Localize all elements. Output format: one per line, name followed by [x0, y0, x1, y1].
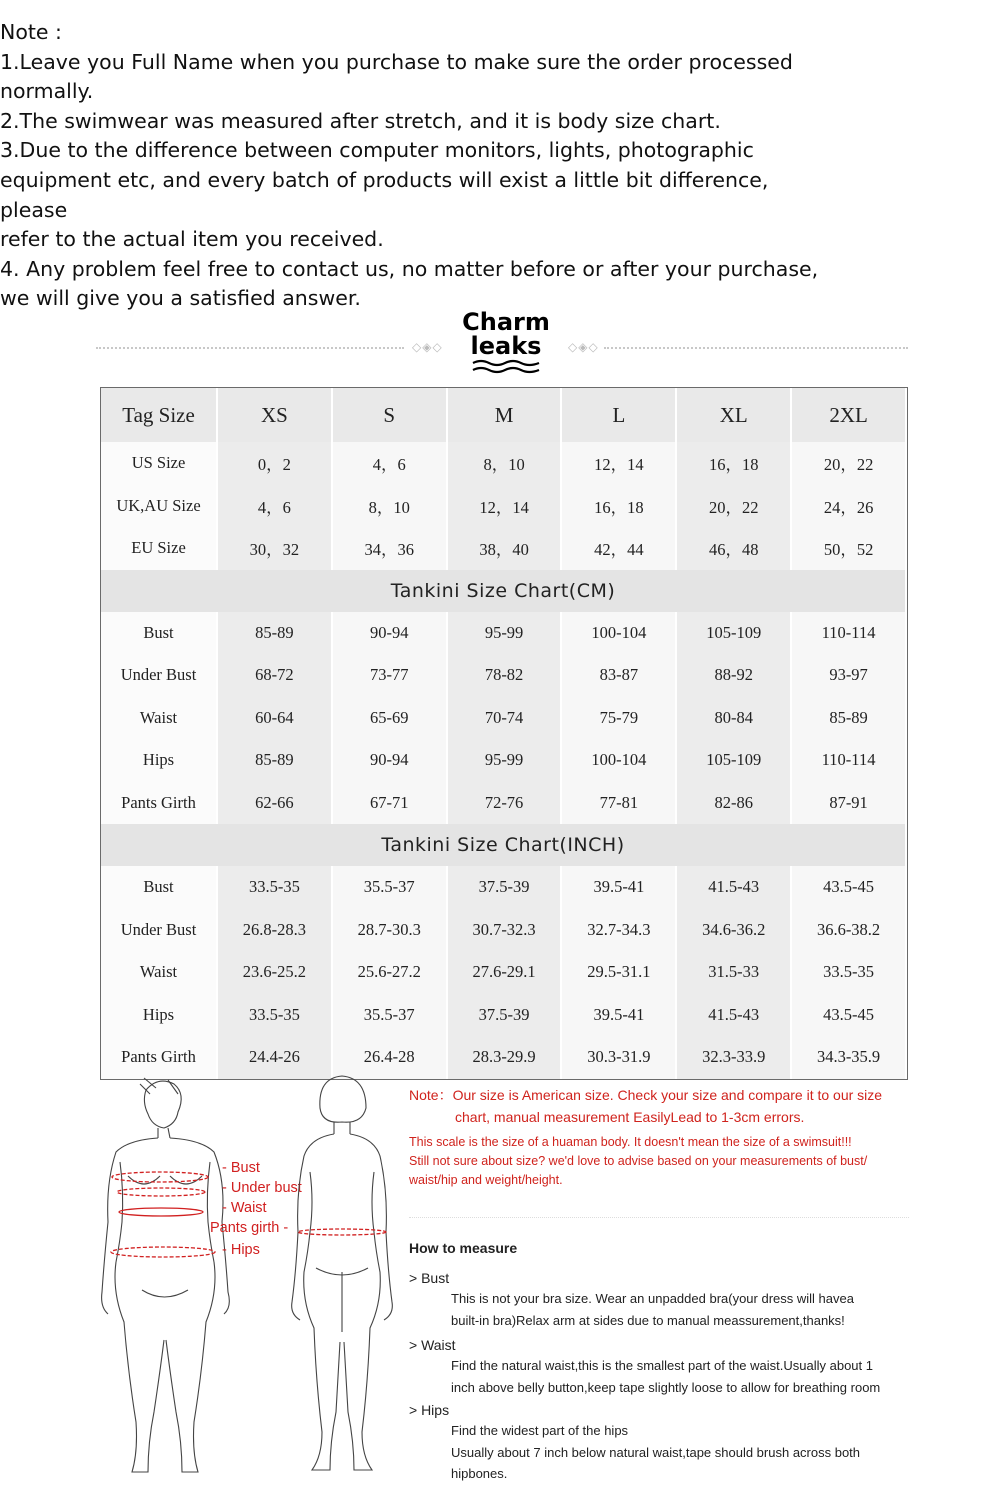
table-cell: 43.5-45: [791, 866, 906, 909]
table-cell: 41.5-43: [676, 994, 791, 1037]
table-cell: 93-97: [791, 654, 906, 697]
logo-text-line2: leaks: [470, 332, 542, 360]
table-cell: 35.5-37: [332, 866, 447, 909]
table-cell: S: [332, 388, 447, 442]
table-cell: 30，32: [217, 527, 332, 570]
table-cell: 73-77: [332, 654, 447, 697]
scale-note-line: waist/hip and weight/height.: [409, 1173, 563, 1187]
table-cell: 30.7-32.3: [447, 909, 562, 952]
how-to-measure: [409, 1238, 929, 1485]
table-row: [101, 654, 906, 697]
table-row: [101, 951, 906, 994]
waist-label: - Waist: [222, 1200, 267, 1216]
advice-block: [409, 1084, 929, 1190]
bust-desc: built-in bra)Relax arm at sides due to manual meassurement,thanks!: [451, 1312, 845, 1328]
note-line: Note :: [0, 20, 62, 44]
table-cell: 62-66: [217, 782, 332, 825]
table-cell: 80-84: [676, 697, 791, 740]
brand-header: [96, 305, 908, 385]
section-header-row: [101, 824, 906, 866]
table-cell: 82-86: [676, 782, 791, 825]
table-cell: 77-81: [561, 782, 676, 825]
logo-text-line1: Charm: [462, 308, 550, 336]
row-label-cell: Pants Girth: [101, 1036, 217, 1079]
table-row: [101, 909, 906, 952]
note-line: 2.The swimwear was measured after stretch, and it is body size chart.: [0, 108, 721, 133]
table-cell: 78-82: [447, 654, 562, 697]
table-cell: 33.5-35: [217, 994, 332, 1037]
table-cell: 32.7-34.3: [561, 909, 676, 952]
row-label-cell: US Size: [101, 442, 217, 485]
table-cell: 29.5-31.1: [561, 951, 676, 994]
table-cell: 85-89: [217, 739, 332, 782]
size-chart-table: [101, 388, 907, 1079]
row-label-cell: Pants Girth: [101, 782, 217, 825]
table-row: [101, 782, 906, 825]
scale-note-line: This scale is the size of a huaman body. It doesn't mean the size of a swimsuit!!!: [409, 1135, 852, 1149]
table-cell: 87-91: [791, 782, 906, 825]
table-cell: 12，14: [447, 485, 562, 528]
front-body-figure: [98, 1072, 248, 1484]
table-cell: 30.3-31.9: [561, 1036, 676, 1079]
table-cell: XL: [676, 388, 791, 442]
table-cell: 28.7-30.3: [332, 909, 447, 952]
table-cell: 83-87: [561, 654, 676, 697]
hips-desc: Find the widest part of the hips: [451, 1423, 629, 1438]
table-row: [101, 697, 906, 740]
table-cell: L: [561, 388, 676, 442]
table-row: [101, 485, 906, 528]
table-cell: 37.5-39: [447, 866, 562, 909]
table-row: [101, 612, 906, 655]
table-cell: 36.6-38.2: [791, 909, 906, 952]
table-cell: 85-89: [791, 697, 906, 740]
table-cell: 33.5-35: [217, 866, 332, 909]
hips-desc: hipbones.: [451, 1466, 508, 1481]
note-line: 1.Leave you Full Name when you purchase to make sure the order processed: [0, 49, 793, 74]
table-cell: 95-99: [447, 612, 562, 655]
table-cell: 67-71: [332, 782, 447, 825]
front-body-icon: [98, 1072, 248, 1484]
table-cell: 68-72: [217, 654, 332, 697]
table-cell: 24，26: [791, 485, 906, 528]
table-cell: 50，52: [791, 527, 906, 570]
table-cell: 38，40: [447, 527, 562, 570]
row-label-cell: Under Bust: [101, 654, 217, 697]
table-cell: 39.5-41: [561, 994, 676, 1037]
table-cell: 34，36: [332, 527, 447, 570]
table-cell: 8，10: [447, 442, 562, 485]
table-cell: 34.6-36.2: [676, 909, 791, 952]
table-cell: 41.5-43: [676, 866, 791, 909]
table-cell: 31.5-33: [676, 951, 791, 994]
table-cell: 25.6-27.2: [332, 951, 447, 994]
hips-label: - Hips: [222, 1242, 260, 1258]
table-row: [101, 739, 906, 782]
table-cell: 110-114: [791, 739, 906, 782]
table-cell: 60-64: [217, 697, 332, 740]
bust-desc: This is not your bra size. Wear an unpadded bra(your dress will havea: [451, 1291, 854, 1306]
row-label-cell: Under Bust: [101, 909, 217, 952]
table-cell: 105-109: [676, 739, 791, 782]
row-label-cell: Tag Size: [101, 388, 217, 442]
scale-note-line: Still not sure about size? we'd love to advise based on your measurements of bust/: [409, 1154, 868, 1168]
table-cell: 37.5-39: [447, 994, 562, 1037]
diamond-ornament-icon: ◇◈◇: [412, 340, 443, 354]
table-cell: 70-74: [447, 697, 562, 740]
table-cell: 100-104: [561, 612, 676, 655]
table-cell: 8，10: [332, 485, 447, 528]
size-note-line: Note：Our size is American size. Check your size and compare it to our size: [409, 1087, 883, 1103]
table-cell: 90-94: [332, 612, 447, 655]
how-to-title: How to measure: [409, 1240, 518, 1256]
note-line: equipment etc, and every batch of products will exist a little bit difference, please: [0, 167, 775, 222]
table-cell: 39.5-41: [561, 866, 676, 909]
table-cell: 20，22: [676, 485, 791, 528]
table-cell: XS: [217, 388, 332, 442]
under-bust-label: - Under bust: [222, 1180, 302, 1196]
table-cell: 27.6-29.1: [447, 951, 562, 994]
table-row: [101, 388, 906, 442]
table-row: [101, 527, 906, 570]
table-cell: 90-94: [332, 739, 447, 782]
back-body-figure: [282, 1072, 402, 1484]
note-line: 3.Due to the difference between computer monitors, lights, photographic: [0, 138, 754, 163]
note-line: normally.: [0, 79, 94, 104]
size-note-line: chart, manual measurement EasilyLead to 1-3cm errors.: [455, 1109, 805, 1125]
wave-icon: [471, 358, 541, 376]
note-line: refer to the actual item you received.: [0, 227, 384, 252]
table-row: [101, 442, 906, 485]
divider: [96, 347, 404, 349]
table-cell: 75-79: [561, 697, 676, 740]
table-cell: 24.4-26: [217, 1036, 332, 1079]
table-cell: 4，6: [217, 485, 332, 528]
table-cell: 23.6-25.2: [217, 951, 332, 994]
notes-block: [0, 18, 820, 314]
diamond-ornament-icon: ◇◈◇: [568, 340, 599, 354]
table-cell: 32.3-33.9: [676, 1036, 791, 1079]
table-cell: 26.8-28.3: [217, 909, 332, 952]
row-label-cell: Waist: [101, 697, 217, 740]
table-cell: M: [447, 388, 562, 442]
table-cell: 100-104: [561, 739, 676, 782]
table-cell: 0，2: [217, 442, 332, 485]
table-cell: 72-76: [447, 782, 562, 825]
table-cell: 88-92: [676, 654, 791, 697]
table-cell: 85-89: [217, 612, 332, 655]
note-line: we will give you a satisfied answer.: [0, 286, 361, 311]
table-cell: 46，48: [676, 527, 791, 570]
brand-logo: [446, 310, 566, 376]
section-title: Tankini Size Chart(CM): [101, 570, 906, 612]
back-body-icon: [282, 1072, 402, 1484]
table-cell: 95-99: [447, 739, 562, 782]
row-label-cell: Bust: [101, 866, 217, 909]
hips-desc: Usually about 7 inch below natural waist,tape should brush across both: [451, 1444, 861, 1460]
table-cell: 43.5-45: [791, 994, 906, 1037]
table-cell: 20，22: [791, 442, 906, 485]
table-row: [101, 866, 906, 909]
section-header-row: [101, 570, 906, 612]
table-cell: 28.3-29.9: [447, 1036, 562, 1079]
row-label-cell: EU Size: [101, 527, 217, 570]
pants-girth-label: Pants girth -: [210, 1220, 289, 1236]
table-cell: 110-114: [791, 612, 906, 655]
section-title: Tankini Size Chart(INCH): [101, 824, 906, 866]
table-cell: 16，18: [561, 485, 676, 528]
table-cell: 2XL: [791, 388, 906, 442]
table-cell: 105-109: [676, 612, 791, 655]
row-label-cell: Waist: [101, 951, 217, 994]
table-cell: 26.4-28: [332, 1036, 447, 1079]
table-cell: 33.5-35: [791, 951, 906, 994]
divider: [604, 347, 908, 349]
waist-desc: Find the natural waist,this is the smallest part of the waist.Usually about 1: [451, 1358, 873, 1373]
bust-heading: > Bust: [409, 1270, 450, 1286]
table-row: [101, 994, 906, 1037]
table-cell: 4，6: [332, 442, 447, 485]
table-cell: 65-69: [332, 697, 447, 740]
table-cell: 42，44: [561, 527, 676, 570]
waist-heading: > Waist: [409, 1337, 456, 1353]
divider: [409, 1217, 909, 1218]
table-cell: 16，18: [676, 442, 791, 485]
hips-heading: > Hips: [409, 1402, 450, 1418]
bust-label: - Bust: [222, 1160, 260, 1176]
note-line: 4. Any problem feel free to contact us, no matter before or after your purchase,: [0, 256, 819, 281]
table-cell: 35.5-37: [332, 994, 447, 1037]
waist-desc: inch above belly button,keep tape slightly loose to allow for breathing room: [451, 1379, 881, 1395]
size-chart: [100, 387, 908, 1080]
row-label-cell: Bust: [101, 612, 217, 655]
row-label-cell: Hips: [101, 739, 217, 782]
table-cell: 12，14: [561, 442, 676, 485]
row-label-cell: UK,AU Size: [101, 485, 217, 528]
row-label-cell: Hips: [101, 994, 217, 1037]
table-cell: 34.3-35.9: [791, 1036, 906, 1079]
